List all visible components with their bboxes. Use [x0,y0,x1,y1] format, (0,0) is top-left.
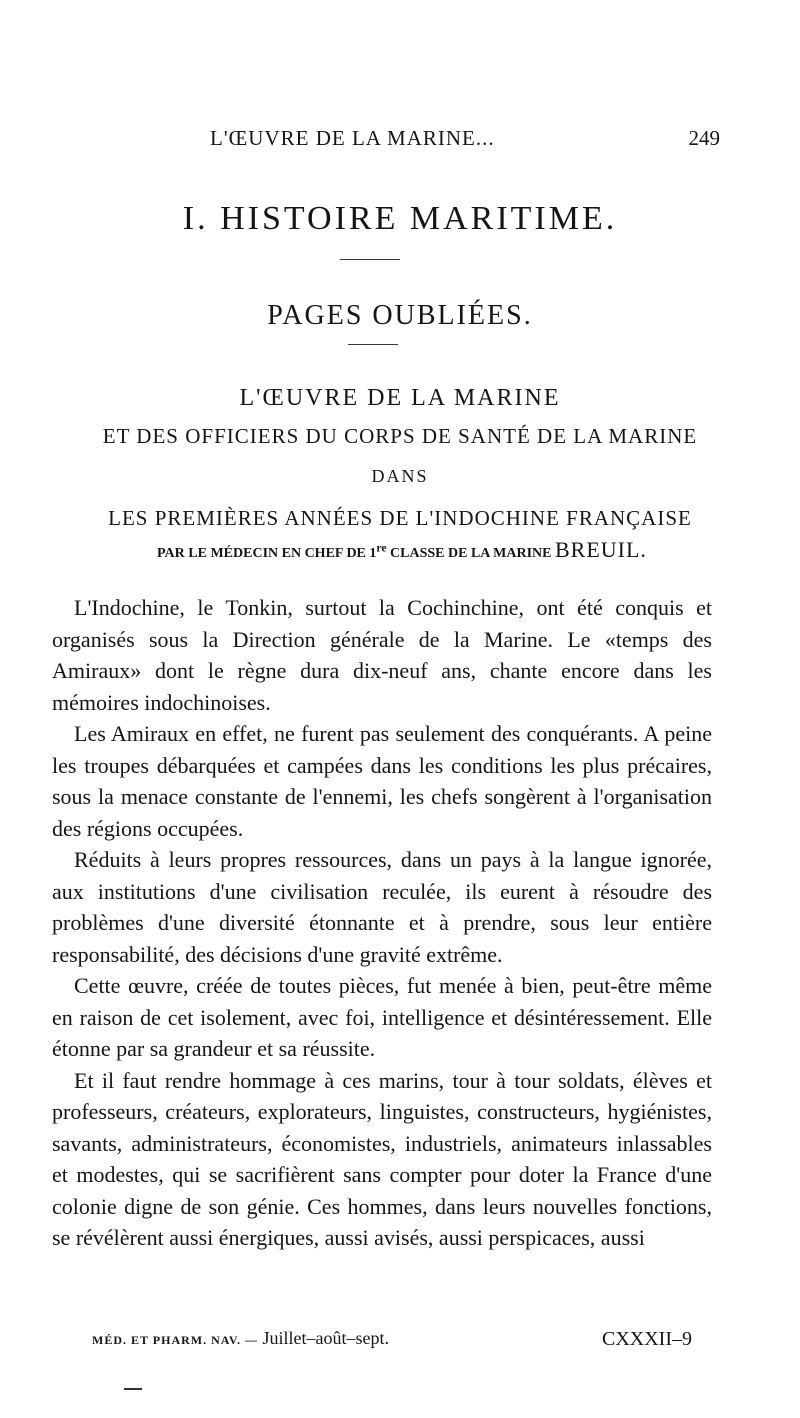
paragraph-4: Cette œuvre, créée de toutes pièces, fut menée à bien, peut-être même en raison de cet isolement, avec foi, intelligence et désintéressement. Elle étonne par sa grandeur et sa réussite. [52,973,712,1061]
article-title-line-3: DANS [371,466,429,486]
byline-prefix: PAR LE MÉDECIN EN CHEF DE [157,546,366,561]
bottom-mark [124,1388,142,1390]
section-divider [340,259,400,260]
article-title-line-2: ET DES OFFICIERS DU CORPS DE SANTÉ DE LA MARINE [102,424,698,448]
issue-date: Juillet–août–sept. [262,1328,389,1348]
journal-name: MÉD. ET PHARM. NAV. — [92,1333,259,1347]
volume-number: CXXXII–9 [602,1328,692,1350]
byline [52,537,752,563]
article-body [52,592,712,1254]
article-title-line-1: L'ŒUVRE DE LA MARINE [239,385,561,411]
page-footer [92,1328,692,1351]
paragraph-5: Et il faut rendre hommage à ces marins, tour à tour soldats, élèves et professeurs, créateurs, explorateurs, linguistes, constructeurs, hygiénistes, savants, administrateurs, économistes, industriels, animateurs inlassables et modestes, qui se sacrifièrent sans compter pour doter la France d'une colonie digne de son génie. Ces hommes, dans leurs nouvelles fonctions, se révélèrent aussi énergiques, aussi avisés, aussi perspicaces, aussi [52,1067,712,1250]
subtitle: PAGES OUBLIÉES. [267,300,533,331]
byline-suffix: CLASSE DE LA MARINE [390,546,552,561]
page-number: 249 [688,126,720,150]
article-title-line-4: LES PREMIÈRES ANNÉES DE L'INDOCHINE FRANÇAISE [108,506,692,530]
paragraph-1: L'Indochine, le Tonkin, surtout la Cochinchine, ont été conquis et organisés sous la Direction générale de la Marine. Le «temps des Amiraux» dont le règne dura dix-neuf ans, chante encore dans les mémoires indochinoises. [52,595,712,715]
paragraph-2: Les Amiraux en effet, ne furent pas seulement des conquérants. A peine les troupes débarquées et campées dans les conditions les plus précaires, sous la menace constante de l'ennemi, les chefs songèrent à l'organisation des régions occupées. [52,721,712,841]
byline-ordinal-suffix: re [376,541,387,555]
subtitle-divider [348,344,398,345]
paragraph-3: Réduits à leurs propres ressources, dans un pays à la langue ignorée, aux institutions d'une civilisation reculée, ils eurent à résoudre des problèmes d'une diversité étonnante et à prendre, sous leur entière responsabilité, des décisions d'une gravité extrême. [52,847,712,967]
byline-ordinal: 1 [369,546,377,561]
section-title: I. HISTOIRE MARITIME. [182,200,618,237]
running-title: L'ŒUVRE DE LA MARINE... [210,126,495,150]
author-name: BREUIL. [554,537,647,562]
